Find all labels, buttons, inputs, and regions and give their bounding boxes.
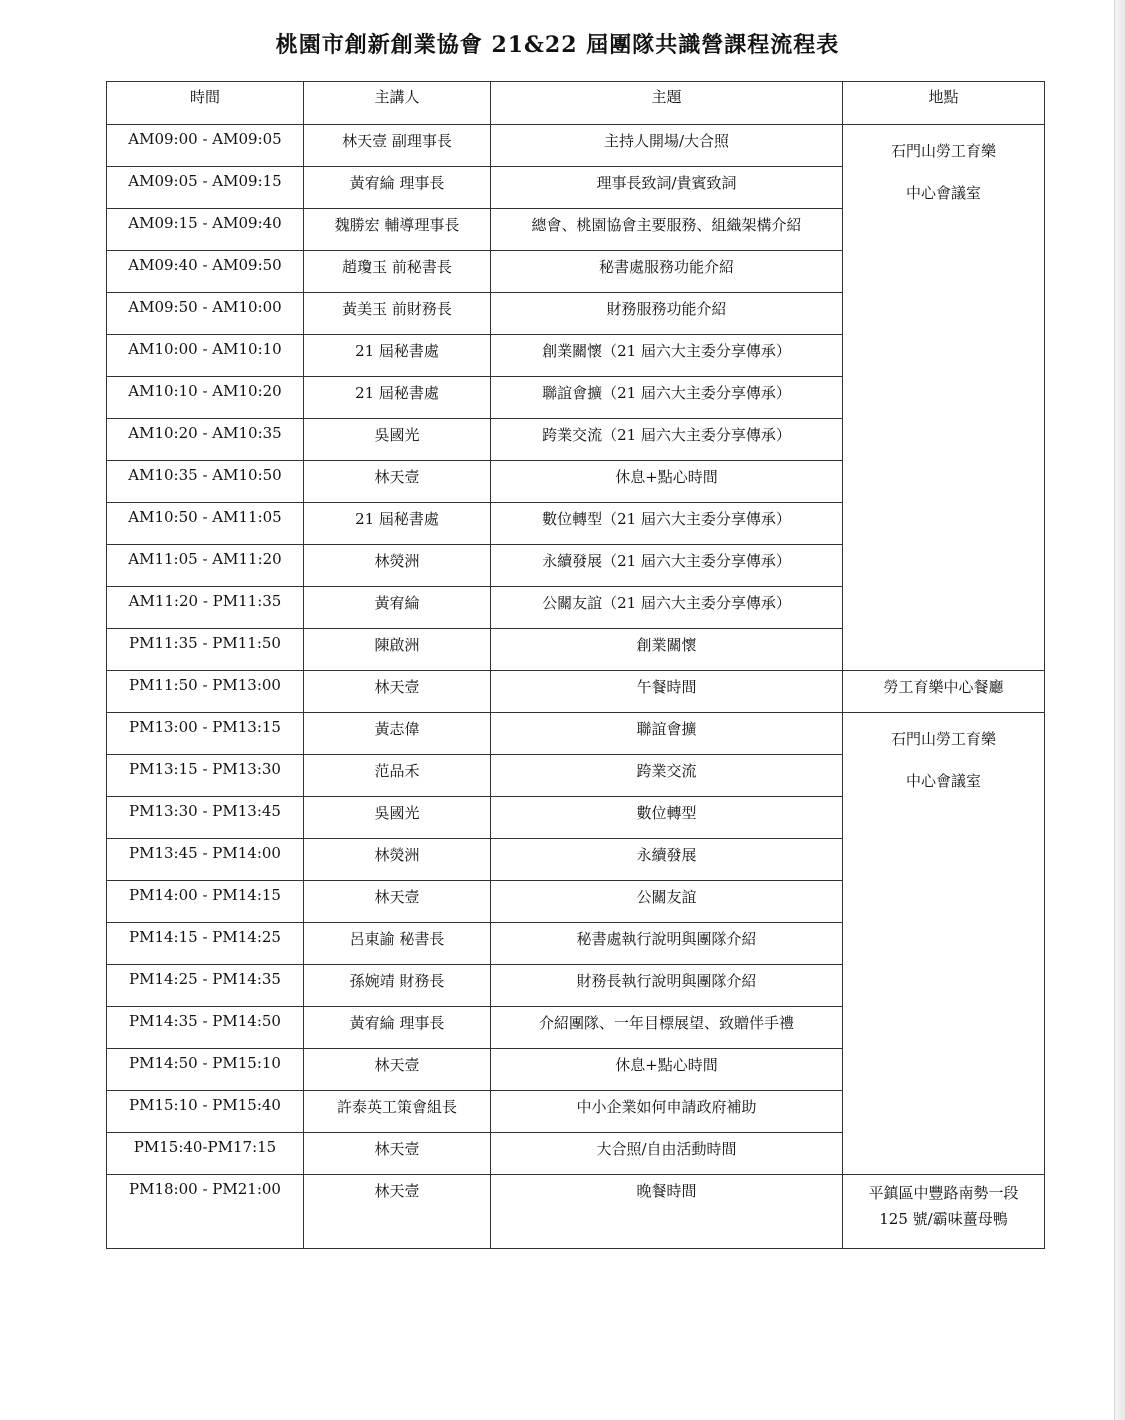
topic-cell: 財務長執行說明與團隊介紹: [491, 965, 843, 1007]
topic-cell: 秘書處服務功能介紹: [491, 251, 843, 293]
speaker-cell: 吳國光: [304, 797, 491, 839]
speaker-cell: 吳國光: [304, 419, 491, 461]
topic-cell: 跨業交流: [491, 755, 843, 797]
schedule-table: [106, 81, 1045, 1249]
place-afternoon-line2: 中心會議室: [905, 772, 981, 790]
speaker-cell: 范品禾: [304, 755, 491, 797]
topic-cell: 主持人開場/大合照: [491, 125, 843, 167]
speaker-cell: 林天壹: [304, 1133, 491, 1175]
speaker-cell: 魏勝宏 輔導理事長: [304, 209, 491, 251]
topic-cell: 休息+點心時間: [491, 461, 843, 503]
header-place: 地點: [843, 82, 1045, 125]
topic-cell: 大合照/自由活動時間: [491, 1133, 843, 1175]
time-cell: PM11:35 - PM11:50: [107, 629, 304, 671]
time-cell: AM11:05 - AM11:20: [107, 545, 304, 587]
speaker-cell: 林熒洲: [304, 545, 491, 587]
speaker-cell: 黃美玉 前財務長: [304, 293, 491, 335]
time-cell: PM14:25 - PM14:35: [107, 965, 304, 1007]
topic-cell: 數位轉型（21 屆六大主委分享傳承）: [491, 503, 843, 545]
speaker-cell: 呂東諭 秘書長: [304, 923, 491, 965]
time-cell: AM10:50 - AM11:05: [107, 503, 304, 545]
topic-cell: 休息+點心時間: [491, 1049, 843, 1091]
topic-cell: 聯誼會擴（21 屆六大主委分享傳承）: [491, 377, 843, 419]
time-cell: PM13:00 - PM13:15: [107, 713, 304, 755]
table-row: [107, 713, 1045, 755]
time-cell: AM09:40 - AM09:50: [107, 251, 304, 293]
time-cell: AM10:00 - AM10:10: [107, 335, 304, 377]
time-cell: AM10:10 - AM10:20: [107, 377, 304, 419]
speaker-cell: 趙瓊玉 前秘書長: [304, 251, 491, 293]
time-cell: PM13:15 - PM13:30: [107, 755, 304, 797]
speaker-cell: 林天壹: [304, 671, 491, 713]
speaker-cell: 黃志偉: [304, 713, 491, 755]
speaker-cell: 林天壹: [304, 881, 491, 923]
topic-cell: 永續發展: [491, 839, 843, 881]
time-cell: AM09:15 - AM09:40: [107, 209, 304, 251]
time-cell: PM14:00 - PM14:15: [107, 881, 304, 923]
time-cell: PM14:15 - PM14:25: [107, 923, 304, 965]
time-cell: AM10:35 - AM10:50: [107, 461, 304, 503]
time-cell: PM13:30 - PM13:45: [107, 797, 304, 839]
time-cell: PM14:35 - PM14:50: [107, 1007, 304, 1049]
topic-cell: 總會、桃園協會主要服務、組織架構介紹: [491, 209, 843, 251]
topic-cell: 創業關懷: [491, 629, 843, 671]
place-dinner-line1: 平鎮區中豐路南勢一段: [868, 1184, 1019, 1202]
speaker-cell: 林天壹: [304, 1049, 491, 1091]
time-cell: PM15:10 - PM15:40: [107, 1091, 304, 1133]
topic-cell: 聯誼會擴: [491, 713, 843, 755]
time-cell: PM18:00 - PM21:00: [107, 1175, 304, 1249]
speaker-cell: 21 屆秘書處: [304, 335, 491, 377]
topic-cell: 午餐時間: [491, 671, 843, 713]
speaker-cell: 林天壹: [304, 1175, 491, 1249]
topic-cell: 跨業交流（21 屆六大主委分享傳承）: [491, 419, 843, 461]
topic-cell: 財務服務功能介紹: [491, 293, 843, 335]
topic-cell: 永續發展（21 屆六大主委分享傳承）: [491, 545, 843, 587]
table-row: [107, 671, 1045, 713]
place-morning-line1: 石門山勞工育樂: [890, 142, 996, 160]
topic-cell: 公關友誼: [491, 881, 843, 923]
place-lunch-cell: 勞工育樂中心餐廳: [843, 671, 1045, 713]
topic-cell: 理事長致詞/貴賓致詞: [491, 167, 843, 209]
speaker-cell: 黃宥綸 理事長: [304, 1007, 491, 1049]
header-topic: 主題: [491, 82, 843, 125]
speaker-cell: 21 屆秘書處: [304, 503, 491, 545]
place-morning-cell: [843, 125, 1045, 671]
time-cell: PM14:50 - PM15:10: [107, 1049, 304, 1091]
topic-cell: 創業關懷（21 屆六大主委分享傳承）: [491, 335, 843, 377]
topic-cell: 數位轉型: [491, 797, 843, 839]
table-row: [107, 125, 1045, 167]
topic-cell: 公關友誼（21 屆六大主委分享傳承）: [491, 587, 843, 629]
speaker-cell: 陳啟洲: [304, 629, 491, 671]
time-cell: AM10:20 - AM10:35: [107, 419, 304, 461]
place-dinner-line2: 125 號/霸味薑母鴨: [879, 1210, 1008, 1228]
time-cell: AM09:05 - AM09:15: [107, 167, 304, 209]
time-cell: AM09:00 - AM09:05: [107, 125, 304, 167]
time-cell: PM15:40-PM17:15: [107, 1133, 304, 1175]
speaker-cell: 林熒洲: [304, 839, 491, 881]
speaker-cell: 許泰英工策會組長: [304, 1091, 491, 1133]
speaker-cell: 孫婉靖 財務長: [304, 965, 491, 1007]
topic-cell: 秘書處執行說明與團隊介紹: [491, 923, 843, 965]
time-cell: PM11:50 - PM13:00: [107, 671, 304, 713]
topic-cell: 晚餐時間: [491, 1175, 843, 1249]
place-morning-line2: 中心會議室: [905, 184, 981, 202]
topic-cell: 介紹團隊、一年目標展望、致贈伴手禮: [491, 1007, 843, 1049]
page-edge: [1114, 0, 1125, 1420]
speaker-cell: 21 屆秘書處: [304, 377, 491, 419]
speaker-cell: 黃宥綸: [304, 587, 491, 629]
table-row: [107, 1175, 1045, 1249]
header-time: 時間: [107, 82, 304, 125]
header-speaker: 主講人: [304, 82, 491, 125]
speaker-cell: 林天壹 副理事長: [304, 125, 491, 167]
speaker-cell: 林天壹: [304, 461, 491, 503]
place-afternoon-line1: 石門山勞工育樂: [890, 730, 996, 748]
speaker-cell: 黃宥綸 理事長: [304, 167, 491, 209]
place-afternoon-cell: [843, 713, 1045, 1175]
time-cell: AM09:50 - AM10:00: [107, 293, 304, 335]
topic-cell: 中小企業如何申請政府補助: [491, 1091, 843, 1133]
place-dinner-cell: [843, 1175, 1045, 1249]
time-cell: AM11:20 - PM11:35: [107, 587, 304, 629]
header-row: [107, 82, 1045, 125]
document-title: 桃園市創新創業協會 21&22 屆團隊共識營課程流程表: [275, 32, 840, 58]
time-cell: PM13:45 - PM14:00: [107, 839, 304, 881]
